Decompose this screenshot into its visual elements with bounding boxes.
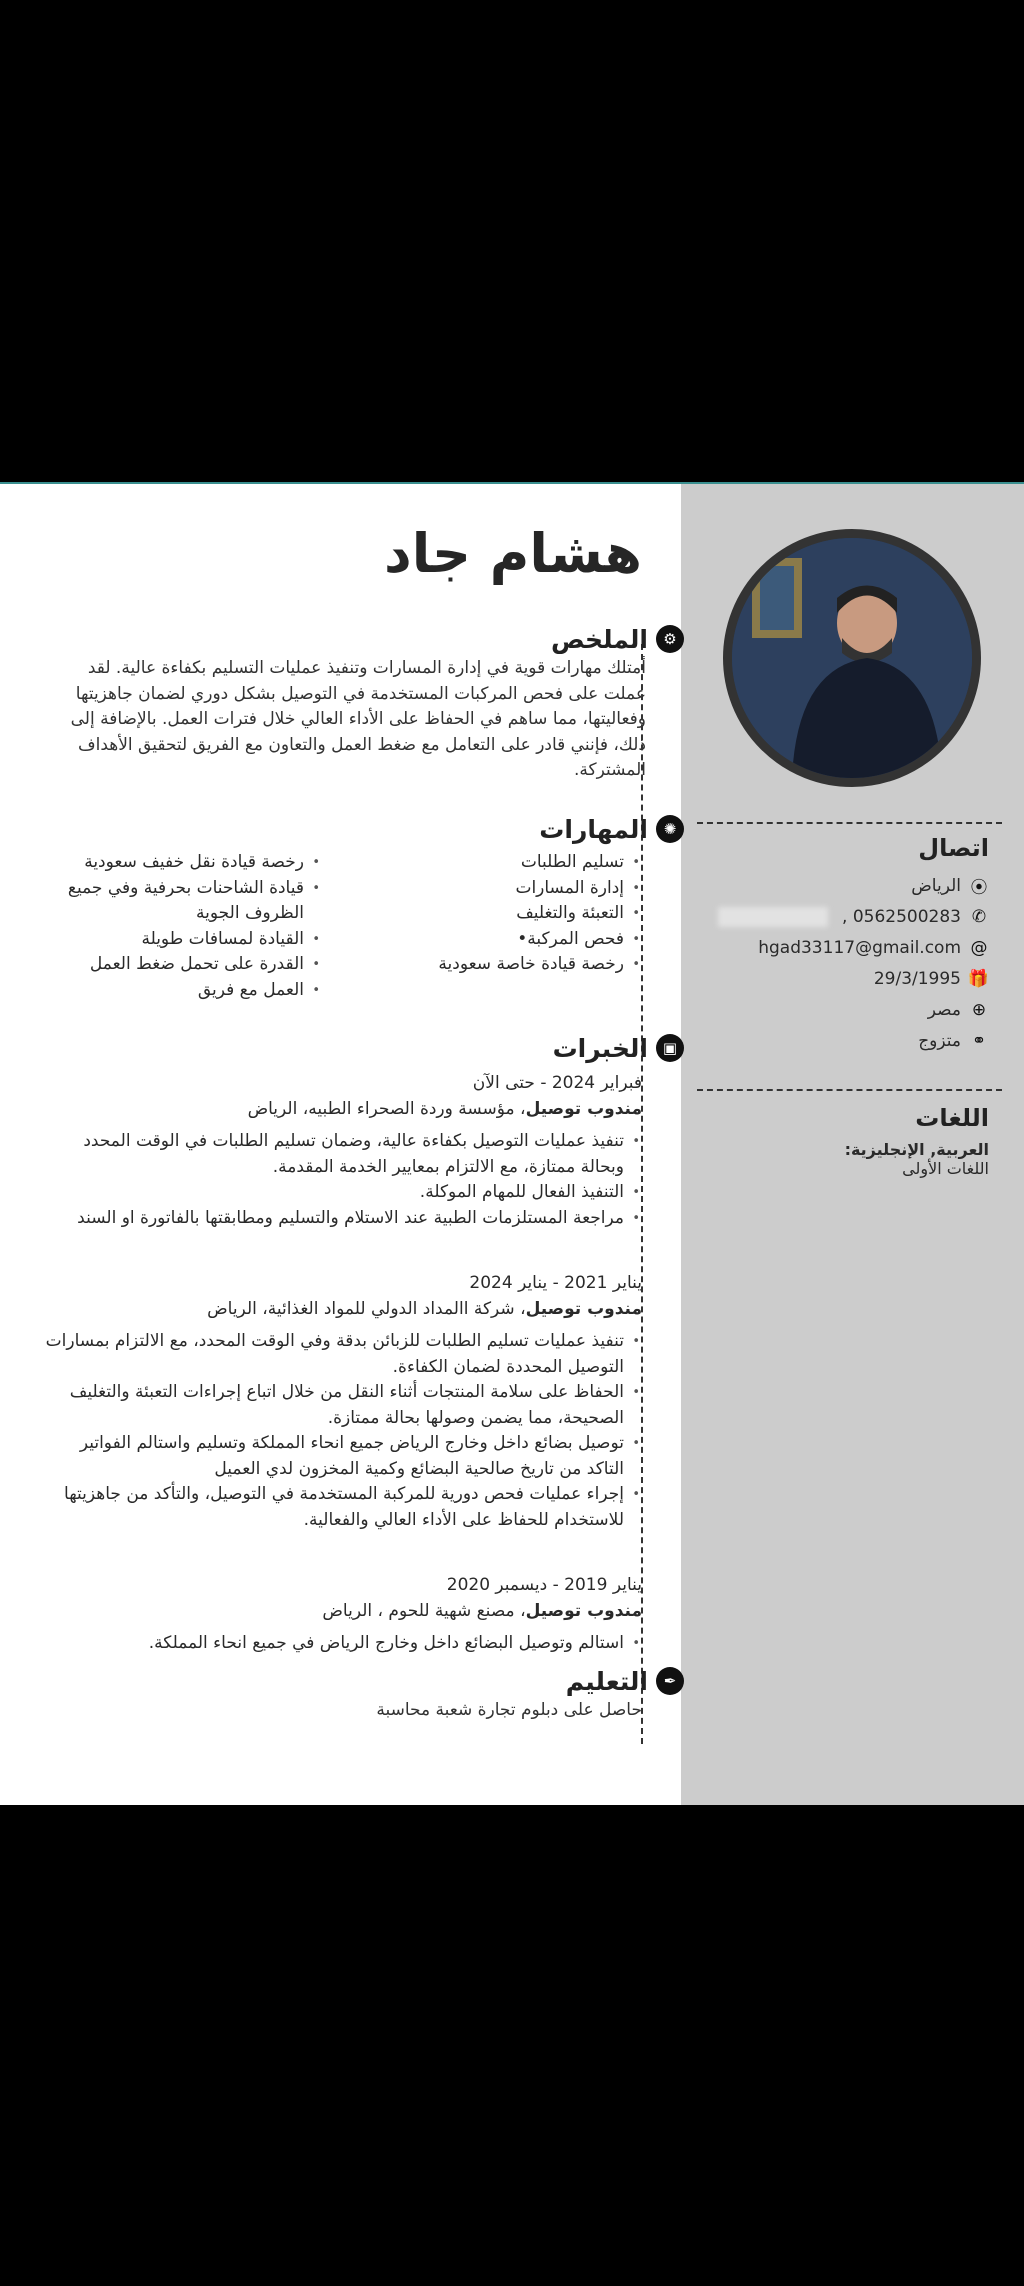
languages-names: العربية, الإنجليزية:	[844, 1140, 989, 1159]
job-role: مندوب توصيل	[525, 1601, 642, 1621]
skills-column-1	[362, 850, 642, 1003]
full-name: هشام جاد	[384, 522, 642, 585]
job-entry	[42, 1071, 642, 1231]
summary-text: أمتلك مهارات قوية في إدارة المسارات وتنفيذ عمليات التسليم بكفاءة عالية. لقد عملت على فحص المركبات المستخدمة في التوصيل بشكل دوري لضمان جاهزيتها وفعاليتها، مما ساهم في الحفاظ على الأداء العالي خلال فترات العمل. بالإضافة إلى ذلك، فإنني قادر على التعامل مع ضغط العمل والتعاون مع الفريق لتحقيق الأهداف المشتركة.	[70, 658, 646, 780]
list-item: • توصيل بضائع داخل وخارج الرياض جميع انحاء المملكة وتسليم واستالم الفواتير التاكد من تاريخ صالحية البضائع وكمية المخزون لدي العميل	[42, 1431, 642, 1482]
education-section	[42, 1664, 677, 1724]
job-bullets	[42, 1129, 642, 1231]
contact-heading: اتصال	[918, 834, 989, 862]
list-item: • استالم وتوصيل البضائع داخل وخارج الرياض في جميع انحاء المملكة.	[42, 1631, 642, 1657]
job-company: ، مؤسسة وردة الصحراء الطبيه، الرياض	[247, 1099, 526, 1119]
contact-nationality: مصر	[927, 999, 961, 1020]
summary-heading: الملخص	[550, 624, 648, 654]
divider	[697, 1089, 1002, 1091]
contact-email: hgad33117@gmail.com	[758, 937, 961, 958]
resume-page	[0, 482, 1024, 1805]
job-company: ، شركة االمداد الدولي للمواد الغذائية، الرياض	[207, 1299, 526, 1319]
divider	[697, 822, 1002, 824]
job-date: يناير 2021 - يناير 2024	[469, 1273, 642, 1293]
list-item: • قيادة الشاحنات بحرفية وفي جميع الظروف الجوية	[42, 876, 322, 927]
list-item: • تنفيذ عمليات التوصيل بكفاءة عالية، وضمان تسليم الطلبات في الوقت المحدد وبحالة ممتازة، مع الالتزام بمعايير الخدمة المقدمة.	[42, 1129, 642, 1180]
contact-marital: متزوج	[918, 1030, 961, 1051]
list-item: • رخصة قيادة خاصة سعودية	[362, 952, 642, 978]
contact-birthdate: 29/3/1995	[873, 968, 961, 989]
list-item: • رخصة قيادة نقل خفيف سعودية	[42, 850, 322, 876]
phone-icon: ✆	[971, 906, 987, 927]
globe-icon: ⊕	[971, 999, 987, 1020]
skills-heading: المهارات	[539, 814, 648, 844]
job-entry	[42, 1271, 642, 1533]
summary-icon: ⚙	[656, 625, 684, 653]
skills-column-2	[42, 850, 322, 1003]
list-item: • تنفيذ عمليات تسليم الطلبات للزبائن بدقة وفي الوقت المحدد، مع الالتزام بمسارات التوصيل المحددة لضمان الكفاءة.	[42, 1329, 642, 1380]
rings-icon: ⚭	[971, 1030, 987, 1051]
gift-icon: 🎁	[967, 968, 989, 989]
skills-section	[42, 812, 677, 1003]
list-item: • التنفيذ الفعال للمهام الموكلة.	[42, 1180, 642, 1206]
job-bullets	[42, 1631, 642, 1657]
list-item: • مراجعة المستلزمات الطبية عند الاستلام والتسليم ومطابقتها بالفاتورة او السند	[42, 1206, 642, 1232]
list-item: • إجراء عمليات فحص دورية للمركبة المستخدمة في التوصيل، والتأكد من جاهزيتها للاستخدام للحفاظ على الأداء العالي والفعالية.	[42, 1482, 642, 1533]
languages-heading: اللغات	[915, 1104, 989, 1132]
contact-location: الرياض	[911, 875, 961, 896]
briefcase-icon: ▣	[656, 1034, 684, 1062]
list-item: • التعبئة والتغليف	[362, 901, 642, 927]
job-role: مندوب توصيل	[525, 1099, 642, 1119]
education-text: حاصل على دبلوم تجارة شعبة محاسبة	[376, 1700, 642, 1720]
education-heading: التعليم	[565, 1666, 648, 1696]
job-entry	[42, 1573, 642, 1657]
list-item: • العمل مع فريق	[42, 978, 322, 1004]
job-bullets	[42, 1329, 642, 1533]
job-date: يناير 2019 - ديسمبر 2020	[446, 1575, 642, 1595]
redacted-phone	[718, 907, 828, 927]
list-item: • فحص المركبة•	[362, 927, 642, 953]
job-role: مندوب توصيل	[525, 1299, 642, 1319]
skills-icon: ✺	[656, 815, 684, 843]
job-title	[42, 1598, 642, 1625]
summary-section	[42, 622, 677, 784]
job-date: فبراير 2024 - حتى الآن	[472, 1073, 642, 1093]
languages-level: اللغات الأولى	[902, 1159, 989, 1178]
contact-section	[699, 834, 989, 1056]
pen-icon: ✒	[656, 1667, 684, 1695]
job-title	[42, 1296, 642, 1323]
job-company: ، مصنع شهية للحوم ، الرياض	[322, 1601, 526, 1621]
location-pin-icon: ⦿	[970, 878, 988, 898]
job-title	[42, 1096, 642, 1123]
list-item: • القدرة على تحمل ضغط العمل	[42, 952, 322, 978]
profile-photo	[723, 529, 981, 787]
list-item: • الحفاظ على سلامة المنتجات أثناء النقل من خلال اتباع إجراءات التعبئة والتغليف الصحيحة، مما يضمن وصولها بحالة ممتازة.	[42, 1380, 642, 1431]
list-item: • تسليم الطلبات	[362, 850, 642, 876]
experience-heading: الخبرات	[552, 1033, 648, 1063]
list-item: • القيادة لمسافات طويلة	[42, 927, 322, 953]
contact-phone: 0562500283 ,	[842, 906, 961, 927]
at-icon: @	[970, 937, 988, 958]
experience-section	[42, 1031, 678, 1657]
list-item: • إدارة المسارات	[362, 876, 642, 902]
languages-section	[699, 1104, 989, 1178]
